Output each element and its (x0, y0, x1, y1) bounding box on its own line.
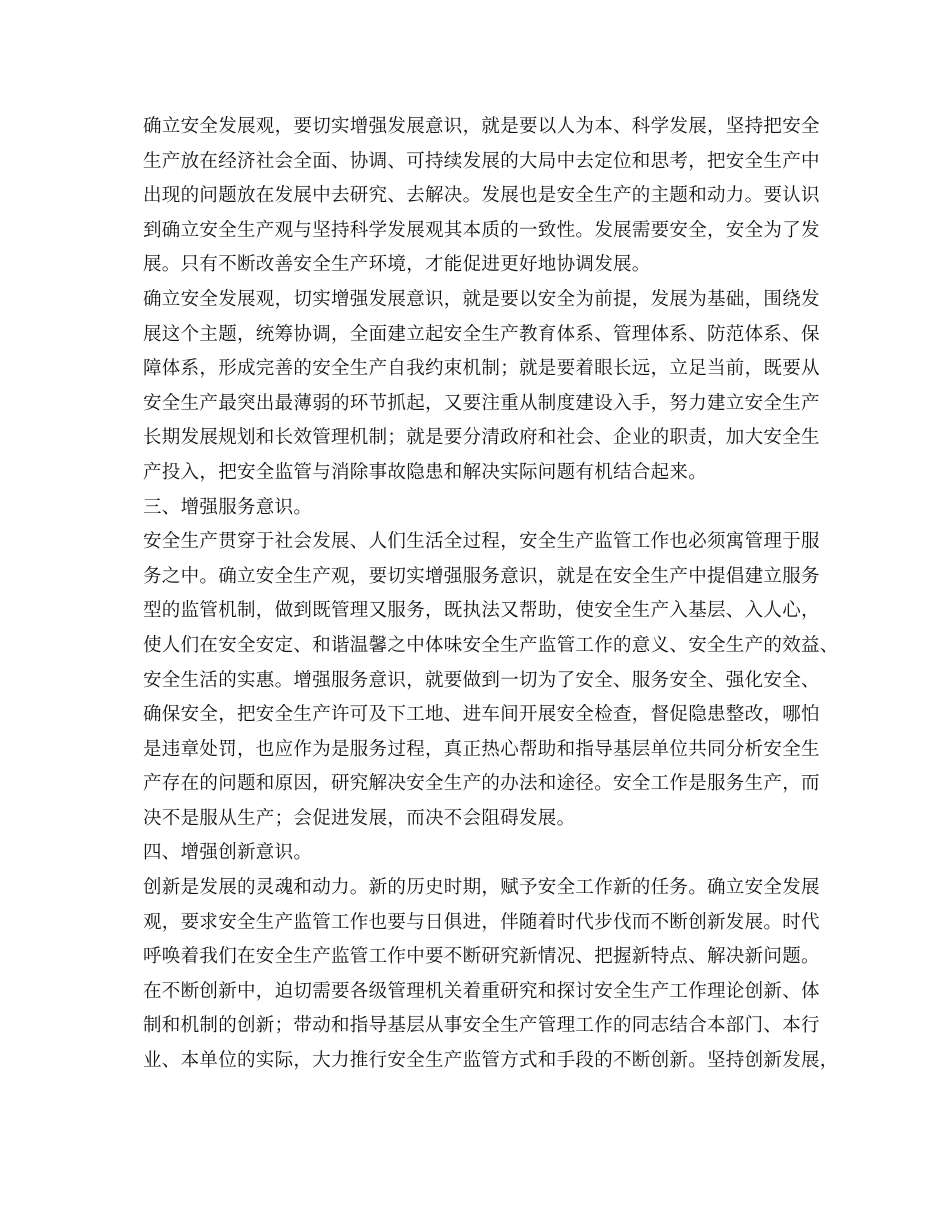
text-line: 展。只有不断改善安全生产环境，才能促进更好地协调发展。 (143, 254, 651, 276)
text-line: 制和机制的创新；带动和指导基层从事安全生产管理工作的同志结合本部门、本行 (143, 1015, 820, 1037)
document-body (143, 110, 839, 1079)
text-line: 产存在的问题和原因，研究解决安全生产的办法和途径。安全工作是服务生产，而 (143, 773, 820, 795)
text-line: 使人们在安全安定、和谐温馨之中体味安全生产监管工作的意义、安全生产的效益、 (143, 634, 839, 656)
text-line: 确立安全发展观，要切实增强发展意识，就是要以人为本、科学发展，坚持把安全 (143, 116, 820, 137)
text-line: 业、本单位的实际，大力推行安全生产监管方式和手段的不断创新。坚持创新发展， (143, 1050, 839, 1072)
text-line: 展这个主题，统筹协调，全面建立起安全生产教育体系、管理体系、防范体系、保 (143, 323, 820, 345)
text-line: 安全生活的实惠。增强服务意识，就要做到一切为了安全、服务安全、强化安全、 (143, 669, 820, 691)
text-line: 型的监管机制，做到既管理又服务，既执法又帮助，使安全生产入基层、入人心， (143, 600, 820, 622)
text-line: 务之中。确立安全生产观，要切实增强服务意识，就是在安全生产中提倡建立服务 (143, 565, 820, 587)
text-line: 长期发展规划和长效管理机制；就是要分清政府和社会、企业的职责，加大安全生 (143, 427, 820, 449)
section-heading: 四、增强创新意识。 (143, 842, 313, 864)
text-line: 障体系，形成完善的安全生产自我约束机制；就是要着眼长远，立足当前，既要从 (143, 358, 820, 380)
text-line: 是违章处罚，也应作为是服务过程，真正热心帮助和指导基层单位共同分析安全生 (143, 738, 820, 760)
text-line: 出现的问题放在发展中去研究、去解决。发展也是安全生产的主题和动力。要认识 (143, 185, 820, 207)
text-line: 确立安全发展观，切实增强发展意识，就是要以安全为前提，发展为基础，围绕发 (143, 288, 820, 310)
text-line: 决不是服从生产；会促进发展，而决不会阻碍发展。 (143, 807, 576, 829)
text-line: 观，要求安全生产监管工作也要与日俱进，伴随着时代步伐而不断创新发展。时代 (143, 911, 820, 933)
text-line: 呼唤着我们在安全生产监管工作中要不断研究新情况、把握新特点、解决新问题。 (143, 946, 820, 968)
text-line: 到确立安全生产观与坚持科学发展观其本质的一致性。发展需要安全，安全为了发 (143, 219, 820, 241)
text-line: 确保安全，把安全生产许可及下工地、进车间开展安全检查，督促隐患整改，哪怕 (143, 704, 820, 726)
section-heading: 三、增强服务意识。 (143, 496, 313, 518)
text-line: 产投入，把安全监管与消除事故隐患和解决实际问题有机结合起来。 (143, 461, 708, 483)
text-line: 生产放在经济社会全面、协调、可持续发展的大局中去定位和思考，把安全生产中 (143, 150, 820, 172)
text-line: 安全生产最突出最薄弱的环节抓起，又要注重从制度建设入手，努力建立安全生产 (143, 392, 820, 414)
text-line: 安全生产贯穿于社会发展、人们生活全过程，安全生产监管工作也必须寓管理于服 (143, 531, 820, 553)
text-line: 创新是发展的灵魂和动力。新的历史时期，赋予安全工作新的任务。确立安全发展 (143, 877, 820, 899)
text-line: 在不断创新中，迫切需要各级管理机关着重研究和探讨安全生产工作理论创新、体 (143, 980, 820, 1002)
